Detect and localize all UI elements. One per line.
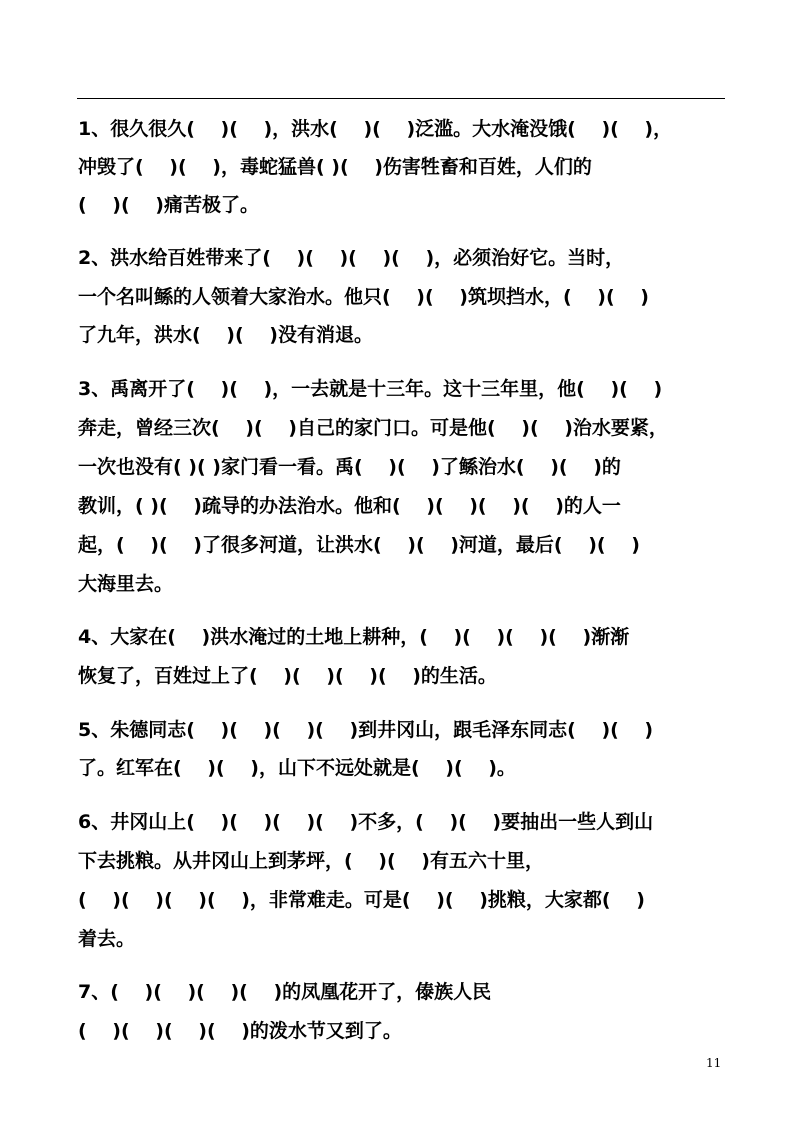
page-number: 11 [706, 1056, 722, 1070]
question-6-line-3: ( )( )( )( )，非常难走。可是( )( )挑粮，大家都( ) [78, 889, 645, 911]
question-3-line-5: 起，( )( )了很多河道，让洪水( )( )河道，最后( )( ) [78, 534, 640, 556]
question-4-line-1: 4、大家在( )洪水淹过的土地上耕种，( )( )( )( )渐渐 [78, 626, 630, 648]
question-6-line-1: 6、井冈山上( )( )( )( )不多，( )( )要抽出一些人到山 [78, 811, 654, 833]
question-1-line-3: ( )( )痛苦极了。 [78, 194, 259, 216]
header-divider [77, 98, 725, 99]
question-4-line-2: 恢复了，百姓过上了( )( )( )( )的生活。 [78, 665, 497, 687]
question-2-line-2: 一个名叫鲧的人领着大家治水。他只( )( )筑坝挡水，( )( ) [78, 286, 649, 308]
question-6-line-2: 下去挑粮。从井冈山上到茅坪，( )( )有五六十里， [78, 850, 544, 872]
question-3-line-6: 大海里去。 [78, 573, 174, 595]
question-7-line-2: ( )( )( )( )的泼水节又到了。 [78, 1020, 402, 1042]
question-1-line-2: 冲毁了( )( )，毒蛇猛兽( )( )伤害牲畜和百姓，人们的 [78, 156, 592, 178]
question-3-line-4: 教训，( )( )疏导的办法治水。他和( )( )( )( )的人一 [78, 495, 621, 517]
question-5-line-1: 5、朱德同志( )( )( )( )到井冈山，跟毛泽东同志( )( ) [78, 719, 654, 741]
question-2-line-3: 了九年，洪水( )( )没有消退。 [78, 324, 373, 346]
question-1-line-1: 1、很久很久( )( )，洪水( )( )泛滥。大水淹没饿( )( )， [78, 118, 673, 140]
question-6-line-4: 着去。 [78, 928, 136, 950]
question-3-line-2: 奔走，曾经三次( )( )自己的家门口。可是他( )( )治水要紧， [78, 417, 668, 439]
question-2-line-1: 2、洪水给百姓带来了( )( )( )( )，必须治好它。当时， [78, 247, 625, 269]
question-3-line-3: 一次也没有( )( )家门看一看。禹( )( )了鲧治水( )( )的 [78, 456, 621, 478]
question-5-line-2: 了。红军在( )( )，山下不远处就是( )( )。 [78, 757, 516, 779]
question-3-line-1: 3、禹离开了( )( )，一去就是十三年。这十三年里，他( )( ) [78, 378, 663, 400]
question-7-line-1: 7、( )( )( )( )的凤凰花开了，傣族人民 [78, 981, 492, 1003]
